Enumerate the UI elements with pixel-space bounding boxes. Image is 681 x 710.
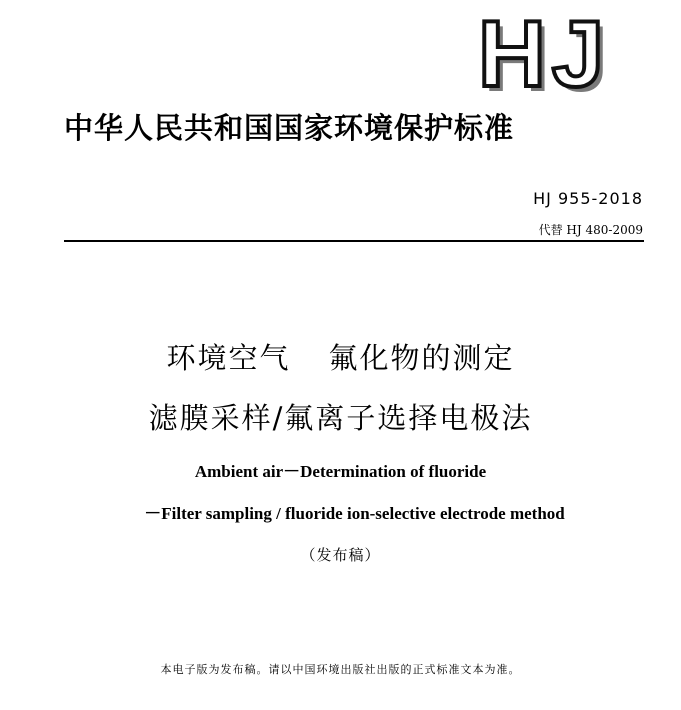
header-divider (64, 240, 644, 242)
footer-notice: 本电子版为发布稿。请以中国环境出版社出版的正式标准文本为准。 (160, 663, 521, 676)
title-zh-line2: 滤膜采样/氟离子选择电极法 (148, 401, 533, 435)
hj-logo: HJ (478, 1, 611, 106)
replaces-standard: 代替 HJ 480-2009 (538, 223, 643, 237)
standard-number: HJ 955-2018 (533, 189, 643, 208)
issuing-organization: 中华人民共和国国家环境保护标准 (64, 111, 515, 145)
title-zh-line1 (0, 338, 681, 378)
title-en-line1: Ambient air－Determination of fluoride (194, 462, 487, 481)
title-en-line2: －Filter sampling / fluoride ion-selective electrode method (144, 504, 565, 523)
title-zh-line1-part2: 氟化物的测定 (328, 341, 515, 375)
title-zh-line1-part1: 环境空气 (166, 341, 291, 375)
draft-status-label: （发布稿） (300, 546, 381, 564)
